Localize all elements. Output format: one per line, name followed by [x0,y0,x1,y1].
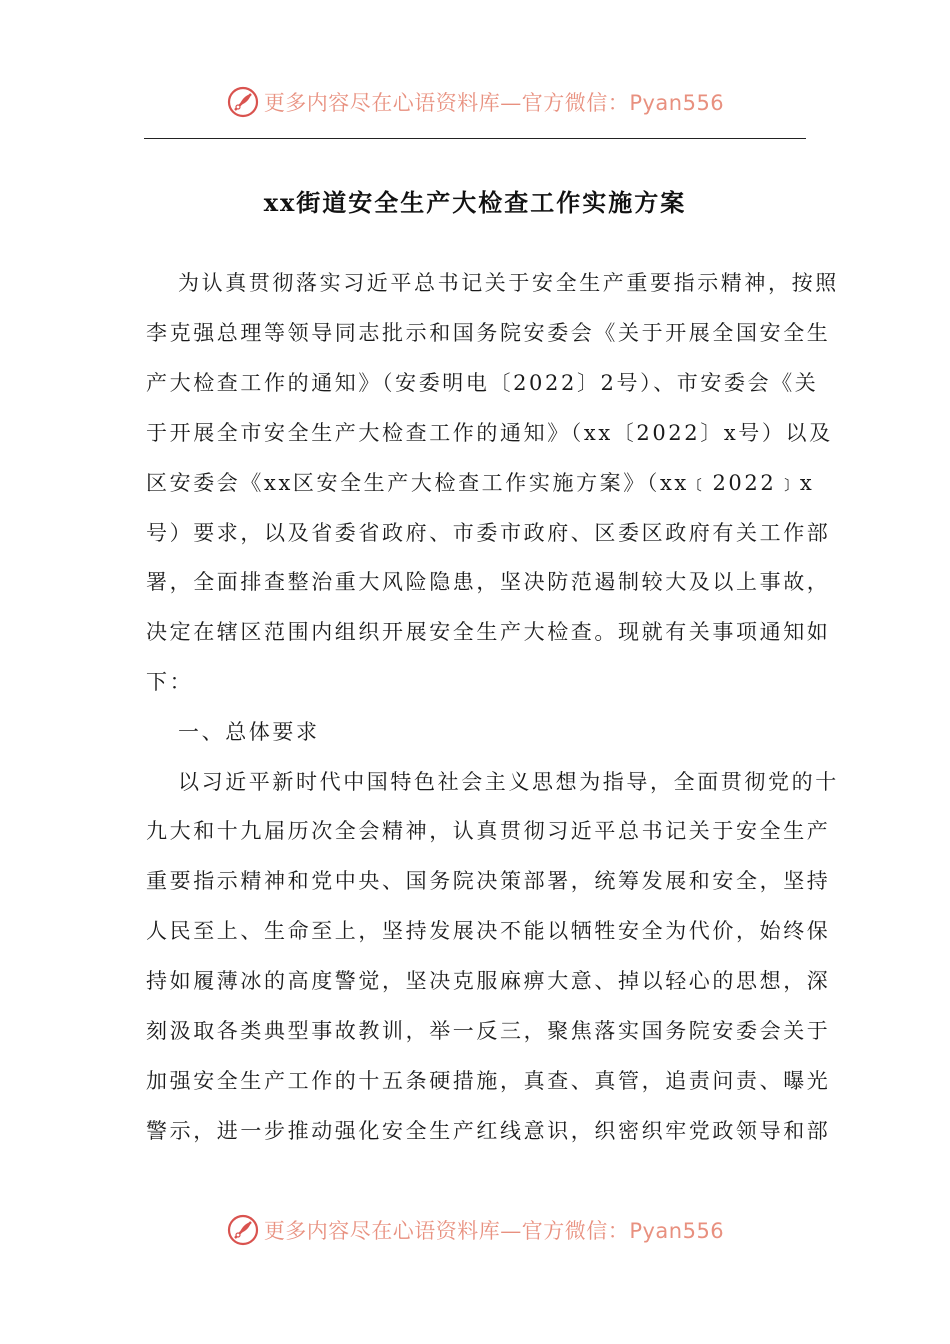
header-banner [0,80,950,124]
section-heading: 一、总体要求 [178,720,320,744]
paragraph-line: 号）要求，以及省委省政府、市委市政府、区委区政府有关工作部 [146,521,831,545]
paragraph-line: 加强安全生产工作的十五条硬措施，真查、真管，追责问责、曝光 [146,1069,831,1093]
paragraph-line: 下： [146,670,194,694]
quill-logo-icon [226,85,260,119]
header-banner-text: 更多内容尽在心语资料库—官方微信：Pyan556 [263,91,725,115]
paragraph-line: 于开展全市安全生产大检查工作的通知》（xx〔2022〕x号）以及 [146,421,833,445]
paragraph-line: 署，全面排查整治重大风险隐患，坚决防范遏制较大及以上事故， [146,570,831,594]
quill-logo-icon [226,1213,260,1247]
document-title: xx街道安全生产大检查工作实施方案 [263,188,687,217]
header-divider [144,138,806,139]
paragraph-line: 以习近平新时代中国特色社会主义思想为指导，全面贯彻党的十 [178,770,839,794]
paragraph-line: 警示，进一步推动强化安全生产红线意识，织密织牢党政领导和部 [146,1119,831,1143]
paragraph-line: 决定在辖区范围内组织开展安全生产大检查。现就有关事项通知如 [146,620,831,644]
paragraph-line: 为认真贯彻落实习近平总书记关于安全生产重要指示精神，按照 [178,271,839,295]
footer-banner-text: 更多内容尽在心语资料库—官方微信：Pyan556 [263,1219,725,1243]
paragraph-line: 区安委会《xx区安全生产大检查工作实施方案》（xx﹝2022﹞x [146,471,815,495]
footer-banner [0,1208,950,1252]
paragraph-line: 李克强总理等领导同志批示和国务院安委会《关于开展全国安全生 [146,321,831,345]
paragraph-line: 九大和十九届历次全会精神，认真贯彻习近平总书记关于安全生产 [146,819,831,843]
paragraph-line: 持如履薄冰的高度警觉，坚决克服麻痹大意、掉以轻心的思想，深 [146,969,831,993]
paragraph-line: 重要指示精神和党中央、国务院决策部署，统筹发展和安全，坚持 [146,869,831,893]
paragraph-line: 刻汲取各类典型事故教训，举一反三，聚焦落实国务院安委会关于 [146,1019,831,1043]
paragraph-line: 人民至上、生命至上，坚持发展决不能以牺牲安全为代价，始终保 [146,919,831,943]
paragraph-line: 产大检查工作的通知》（安委明电〔2022〕2号）、市安委会《关 [146,371,819,395]
